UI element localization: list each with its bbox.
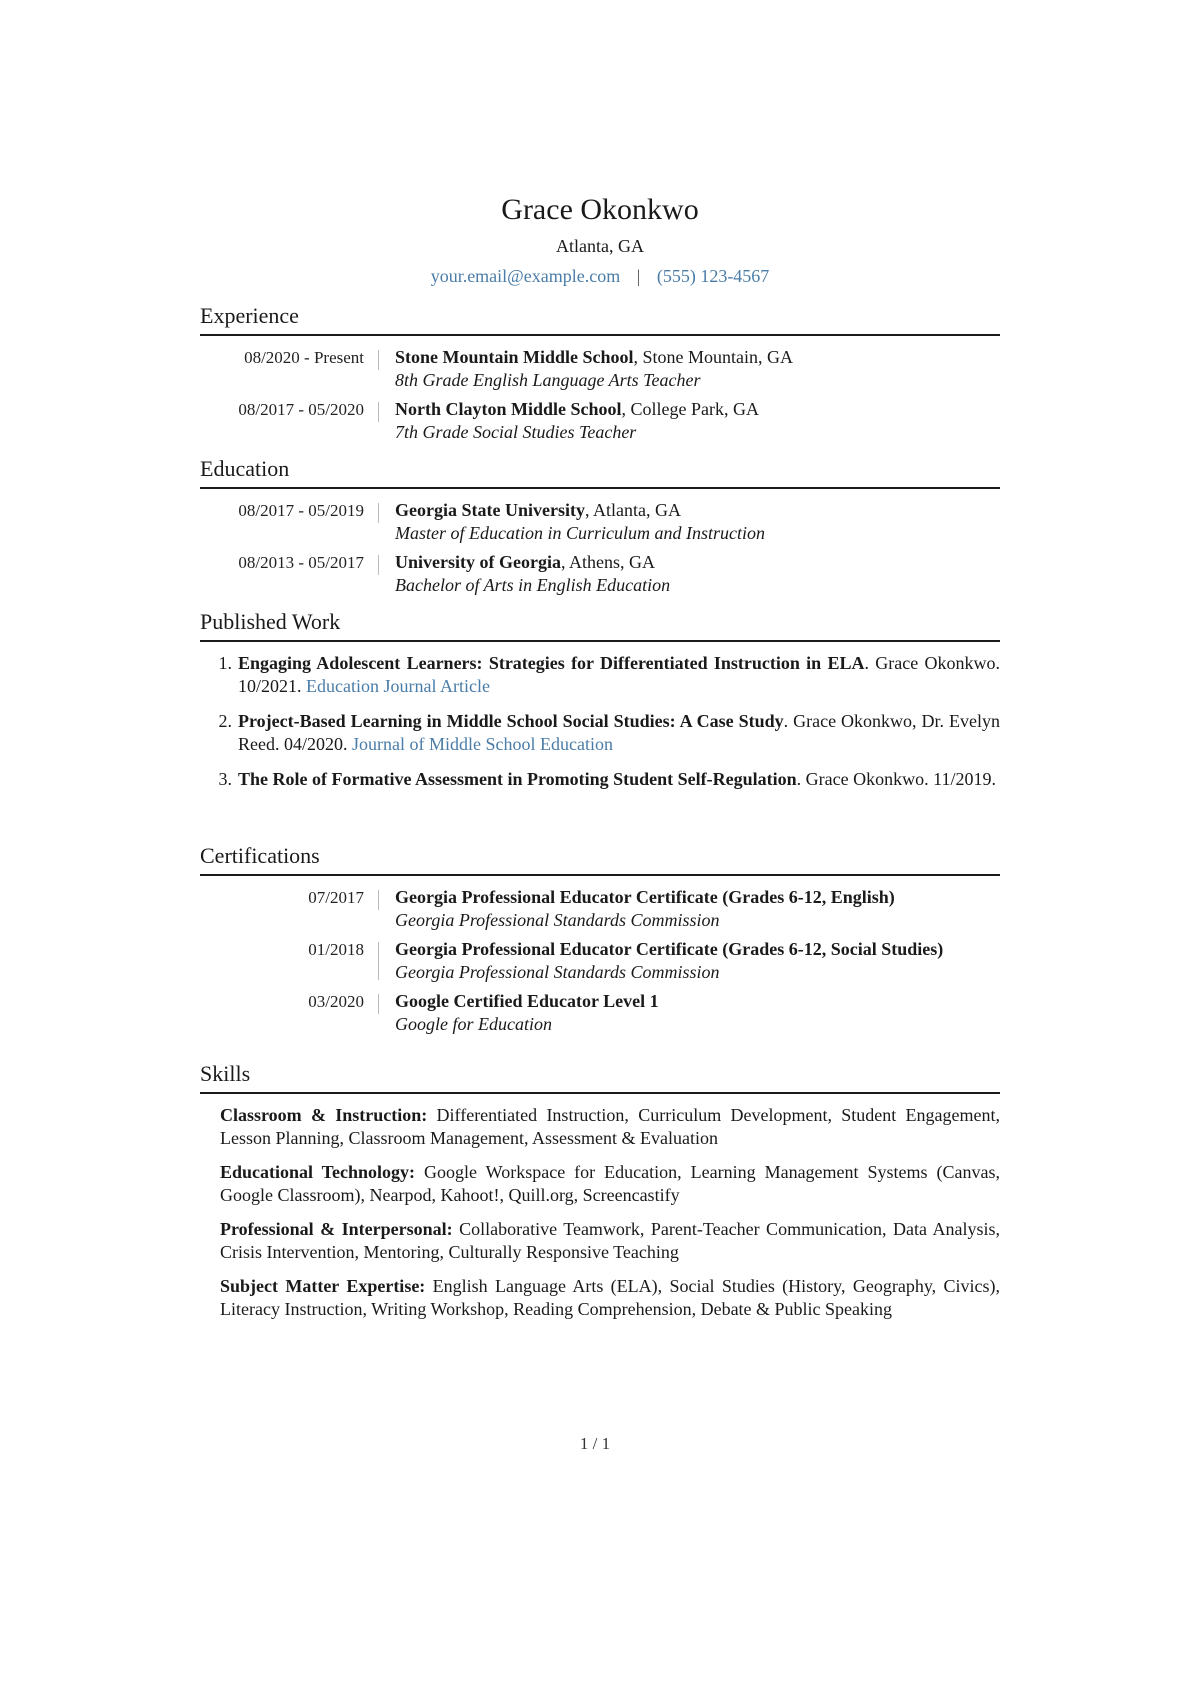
publication-list <box>200 652 1000 791</box>
entry-body <box>379 398 1000 444</box>
publication-details: . Grace Okonkwo, Dr. Evelyn Reed. 04/2020. <box>238 711 1001 754</box>
publication-title: The Role of Formative Assessment in Promoting Student Self-Regulation <box>238 769 797 789</box>
entry-degree: Bachelor of Arts in English Education <box>395 575 671 595</box>
section-title-skills: Skills <box>200 1060 1000 1094</box>
certification-entry <box>200 886 1000 932</box>
entry-date: 08/2020 - Present <box>244 348 364 367</box>
entry-body <box>379 938 1000 984</box>
entry-place: , Athens, GA <box>560 552 655 572</box>
skill-category: Professional & Interpersonal: <box>220 1219 453 1239</box>
entry-date: 08/2017 - 05/2019 <box>238 501 364 520</box>
entry-body <box>379 886 1000 932</box>
publication-details: . Grace Okonkwo. 10/2021. <box>238 653 1000 696</box>
page-number: 1 / 1 <box>579 1434 611 1453</box>
email-link[interactable]: your.email@example.com <box>430 266 621 286</box>
publication-item <box>200 652 1000 698</box>
publication-number: 2. <box>218 711 232 731</box>
certifications-section <box>200 842 1000 1036</box>
publication-number: 3. <box>218 769 232 789</box>
contact-separator: | <box>636 266 641 286</box>
publication-text <box>238 710 1000 756</box>
skill-group <box>200 1275 1000 1321</box>
skill-list: Google Workspace for Education, Learning Management Systems (Canvas, Google Classroom), Nearpod, Kahoot!, Quill.org, Screencastify <box>220 1162 1001 1205</box>
publication-text <box>238 768 1000 791</box>
publication-number: 1. <box>218 653 232 673</box>
entry-date: 08/2013 - 05/2017 <box>238 553 364 572</box>
skill-group <box>200 1104 1000 1150</box>
entry-degree: Master of Education in Curriculum and Instruction <box>395 523 765 543</box>
section-title-education: Education <box>200 455 1000 489</box>
publication-item <box>200 768 1000 791</box>
entry-role: 7th Grade Social Studies Teacher <box>395 422 637 442</box>
education-entry <box>200 551 1000 597</box>
experience-entry <box>200 398 1000 444</box>
entry-date: 03/2020 <box>308 992 364 1011</box>
entry-date: 07/2017 <box>308 888 364 907</box>
skill-list: Differentiated Instruction, Curriculum Development, Student Engagement, Lesson Planning, Classroom Management, Assessment & Evaluation <box>220 1105 1000 1148</box>
skill-category: Subject Matter Expertise: <box>220 1276 426 1296</box>
section-title-published-work: Published Work <box>200 608 1000 642</box>
publication-title: Engaging Adolescent Learners: Strategies for Differentiated Instruction in ELA <box>238 653 865 673</box>
publication-venue-link[interactable]: Education Journal Article <box>306 676 490 696</box>
entry-body <box>379 551 1000 597</box>
skills-section <box>200 1060 1000 1321</box>
experience-entry <box>200 346 1000 392</box>
skill-list: English Language Arts (ELA), Social Studies (History, Geography, Civics), Literacy Instruction, Writing Workshop, Reading Comprehension, Debate & Public Speaking <box>220 1276 1001 1319</box>
entry-date: 01/2018 <box>308 940 364 959</box>
entry-org: Georgia State University <box>395 500 585 520</box>
published-work-section <box>200 608 1000 803</box>
publication-item <box>200 710 1000 756</box>
entry-body <box>379 499 1000 545</box>
entry-role: 8th Grade English Language Arts Teacher <box>395 370 701 390</box>
entry-org: Stone Mountain Middle School <box>395 347 634 367</box>
entry-org: University of Georgia <box>395 552 561 572</box>
section-title-experience: Experience <box>200 302 1000 336</box>
entry-place: , College Park, GA <box>621 399 759 419</box>
publication-details: . Grace Okonkwo. 11/2019. <box>796 769 996 789</box>
phone-link[interactable]: (555) 123-4567 <box>656 266 770 286</box>
certification-issuer: Google for Education <box>395 1014 552 1034</box>
education-entry <box>200 499 1000 545</box>
entry-body <box>379 346 1000 392</box>
skill-category: Educational Technology: <box>220 1162 416 1182</box>
person-name: Grace Okonkwo <box>501 193 699 226</box>
education-section <box>200 455 1000 597</box>
certification-entry <box>200 990 1000 1036</box>
experience-section <box>200 302 1000 444</box>
resume-header <box>200 190 1000 289</box>
certification-title: Google Certified Educator Level 1 <box>395 991 659 1011</box>
certification-issuer: Georgia Professional Standards Commission <box>395 962 720 982</box>
skill-category: Classroom & Instruction: <box>220 1105 428 1125</box>
certification-title: Georgia Professional Educator Certificate (Grades 6-12, Social Studies) <box>395 939 944 959</box>
skill-group <box>200 1218 1000 1264</box>
entry-place: , Stone Mountain, GA <box>633 347 794 367</box>
publication-text <box>238 652 1000 698</box>
entry-org: North Clayton Middle School <box>395 399 622 419</box>
entry-date: 08/2017 - 05/2020 <box>238 400 364 419</box>
entry-place: , Atlanta, GA <box>584 500 681 520</box>
skill-group <box>200 1161 1000 1207</box>
certification-issuer: Georgia Professional Standards Commission <box>395 910 720 930</box>
skill-list: Collaborative Teamwork, Parent-Teacher Communication, Data Analysis, Crisis Intervention, Mentoring, Culturally Responsive Teaching <box>220 1219 1000 1262</box>
publication-title: Project-Based Learning in Middle School Social Studies: A Case Study <box>238 711 784 731</box>
location: Atlanta, GA <box>556 236 644 256</box>
publication-venue-link[interactable]: Journal of Middle School Education <box>352 734 613 754</box>
section-title-certifications: Certifications <box>200 842 1000 876</box>
certification-entry <box>200 938 1000 984</box>
entry-body <box>379 990 1000 1036</box>
contact-line <box>200 263 1000 289</box>
certification-title: Georgia Professional Educator Certificate (Grades 6-12, English) <box>395 887 895 907</box>
